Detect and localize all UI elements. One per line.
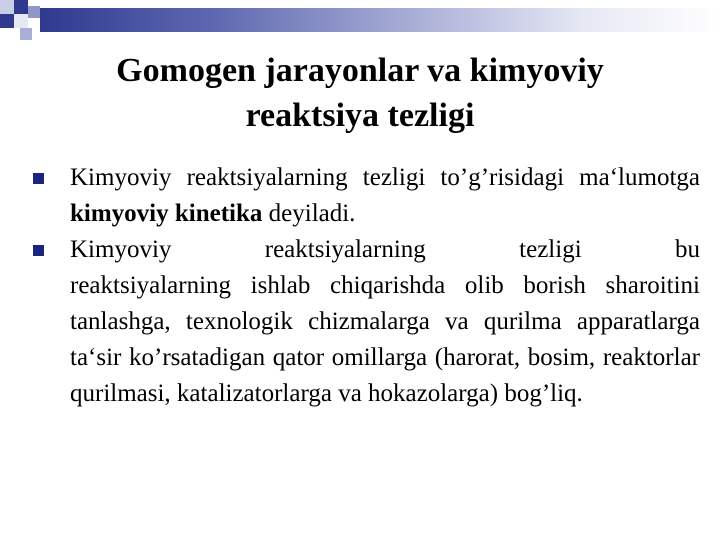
bullet-item-2 bbox=[30, 232, 700, 412]
bullet-text-1 bbox=[70, 160, 700, 232]
title-line-1: Gomogen jarayonlar va kimyoviy bbox=[116, 52, 604, 89]
header-gradient-bar bbox=[40, 8, 720, 32]
header-decoration bbox=[0, 0, 720, 40]
square-bullet-icon bbox=[33, 173, 44, 184]
decor-square bbox=[14, 0, 28, 14]
bullet-1-text-after: deyiladi. bbox=[262, 200, 356, 227]
bullet-1-text-before: Kimyoviy reaktsiyalarning tezligi to’g’risidagi ma‘lumotga bbox=[70, 164, 700, 191]
bullet-2-rest: reaktsiyalarning ishlab chiqarishda olib borish sharoitini tanlashga, texnologik chizmalarga va qurilma apparatlarga ta‘sir ko’rsatadigan qator omillarga (harorat, bosim, reaktorlar qurilmasi, katalizatorlarga va hokazolarga) bog’liq. bbox=[70, 272, 700, 407]
decor-square bbox=[20, 28, 32, 40]
square-bullet-icon bbox=[33, 245, 44, 256]
bullet-1-bold-term: kimyoviy kinetika bbox=[70, 200, 263, 227]
bullet-2-line-1: Kimyoviy reaktsiyalarning tezligi bu bbox=[70, 236, 700, 263]
decor-square bbox=[28, 6, 40, 18]
decor-square bbox=[0, 0, 14, 14]
bullet-list bbox=[30, 160, 700, 412]
bullet-item-1 bbox=[30, 160, 700, 232]
slide-title bbox=[40, 48, 680, 138]
decor-square bbox=[14, 14, 28, 28]
decor-square bbox=[0, 14, 14, 28]
title-line-2: reaktsiya tezligi bbox=[245, 97, 475, 134]
